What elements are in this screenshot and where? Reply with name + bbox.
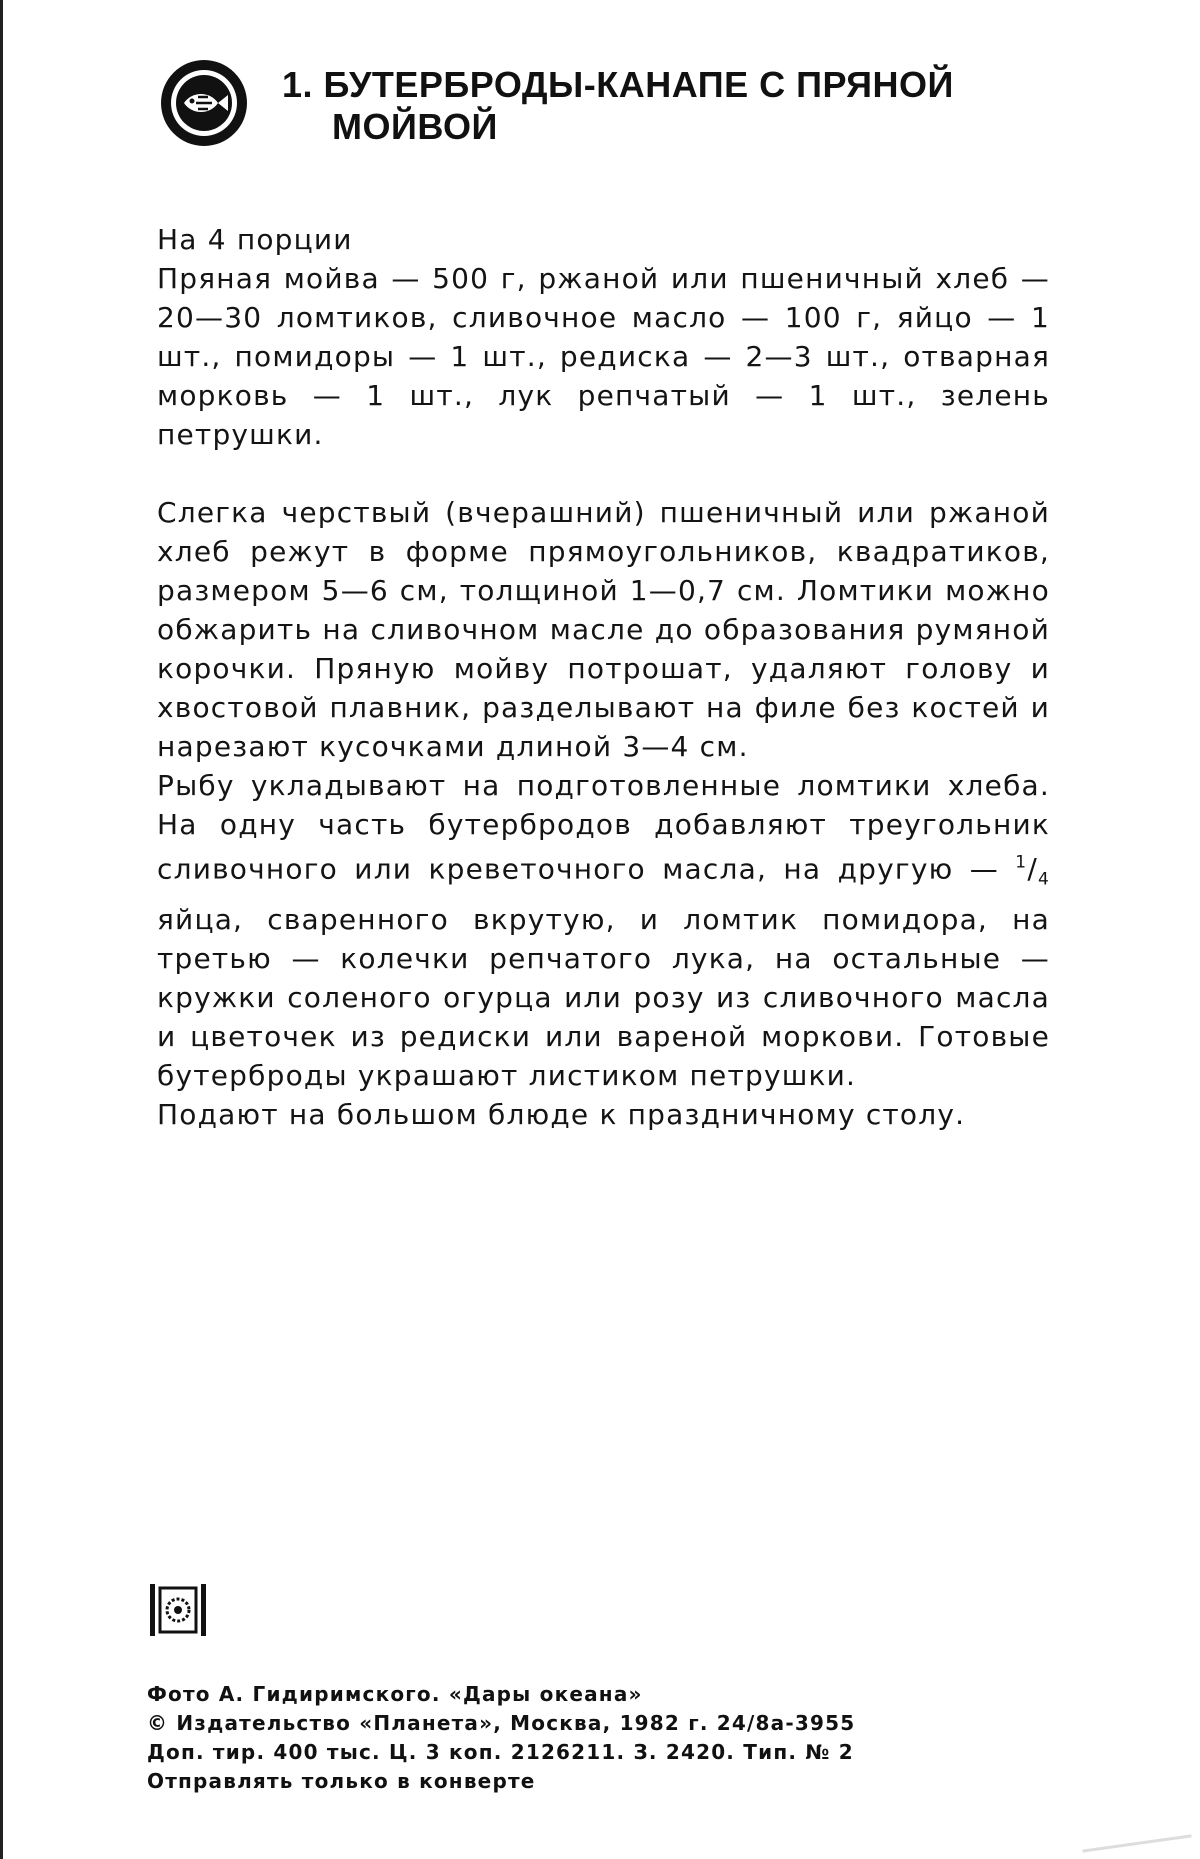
paragraph-2-start: Рыбу укладывают на подготовленные ломтики хлеба. На одну часть бутербродов добавляют треугольник сливочного или креветочного масла, на другую — xyxy=(157,769,1050,885)
publisher-logo-icon xyxy=(146,1578,210,1642)
fraction-numerator: 1 xyxy=(1015,853,1027,873)
corner-mark xyxy=(1082,1834,1191,1852)
preparation-paragraph-2 xyxy=(157,766,1050,1095)
mailing-note: Отправлять только в конверте xyxy=(147,1767,1047,1796)
title-line-2: МОЙВОЙ xyxy=(282,106,1042,148)
title-line-1: 1. БУТЕРБРОДЫ-КАНАПЕ С ПРЯНОЙ xyxy=(282,64,954,105)
print-details: Доп. тир. 400 тыс. Ц. 3 коп. 2126211. З. 2420. Тип. № 2 xyxy=(147,1738,1047,1767)
recipe-title xyxy=(282,64,1042,148)
serving-instructions: Подают на большом блюде к праздничному столу. xyxy=(157,1095,1050,1134)
card-edge xyxy=(0,0,3,1859)
publisher-line: © Издательство «Планета», Москва, 1982 г. 24/8а-3955 xyxy=(147,1709,1047,1738)
fraction-denominator: 4 xyxy=(1038,870,1050,890)
fraction: 1/4 xyxy=(1015,852,1050,885)
ingredients: Пряная мойва — 500 г, ржаной или пшеничный хлеб — 20—30 ломтиков, сливочное масло — 100 г, яйцо — 1 шт., помидоры — 1 шт., редиска — 2—3 шт., отварная морковь — 1 шт., лук репчатый — 1 шт., зелень петрушки. xyxy=(157,259,1050,454)
recipe-body xyxy=(157,220,1050,1134)
paragraph-2-end: яйца, сваренного вкрутую, и ломтик помидора, на третью — колечки репчатого лука, на остальные — кружки соленого огурца или розу из сливочного масла и цветочек из редиски или вареной моркови. Готовые бутерброды украшают листиком петрушки. xyxy=(157,903,1050,1092)
recipe-card xyxy=(0,0,1200,1859)
photo-credit: Фото А. Гидиримского. «Дары океана» xyxy=(147,1680,1047,1709)
preparation-paragraph-1: Слегка черствый (вчерашний) пшеничный или ржаной хлеб режут в форме прямоугольников, квадратиков, размером 5—6 см, толщиной 1—0,7 см. Ломтики можно обжарить на сливочном масле до образования румяной корочки. Пряную мойву потрошат, удаляют голову и хвостовой плавник, разделывают на филе без костей и нарезают кусочками длиной 3—4 см. xyxy=(157,493,1050,766)
fish-emblem-icon xyxy=(158,57,250,149)
servings: На 4 порции xyxy=(157,220,1050,259)
colophon xyxy=(147,1680,1047,1796)
